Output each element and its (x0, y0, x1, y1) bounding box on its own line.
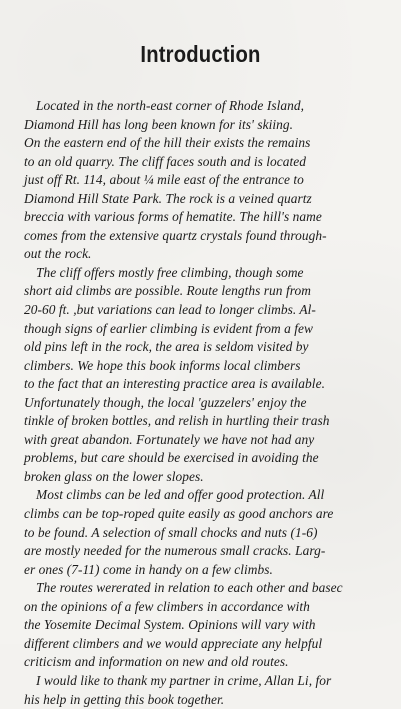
text-line: are mostly needed for the numerous small cracks. Larg- (24, 542, 401, 561)
text-line: his help in getting this book together. (24, 691, 401, 709)
text-line: Unfortunately though, the local 'guzzelers' enjoy the (24, 394, 401, 413)
text-line: problems, but care should be exercised in avoiding the (24, 449, 401, 468)
text-line: The cliff offers mostly free climbing, though some (24, 264, 401, 283)
text-line: The routes wererated in relation to each other and basec (24, 579, 401, 598)
introduction-text (24, 97, 401, 709)
text-line: to an old quarry. The cliff faces south and is located (24, 153, 401, 172)
page-title: Introduction (24, 40, 377, 68)
text-line: though signs of earlier climbing is evident from a few (24, 320, 401, 339)
text-line: out the rock. (24, 245, 401, 264)
text-line: breccia with various forms of hematite. The hill's name (24, 208, 401, 227)
text-line: to be found. A selection of small chocks and nuts (1-6) (24, 524, 401, 543)
text-line: climbs can be top-roped quite easily as good anchors are (24, 505, 401, 524)
text-line: I would like to thank my partner in crime, Allan Li, for (24, 672, 401, 691)
text-line: Diamond Hill State Park. The rock is a veined quartz (24, 190, 401, 209)
text-line: to the fact that an interesting practice area is available. (24, 375, 401, 394)
text-line: the Yosemite Decimal System. Opinions will vary with (24, 616, 401, 635)
text-line: criticism and information on new and old routes. (24, 653, 401, 672)
text-line: short aid climbs are possible. Route lengths run from (24, 282, 401, 301)
text-line: comes from the extensive quartz crystals found through- (24, 227, 401, 246)
text-line: old pins left in the rock, the area is seldom visited by (24, 338, 401, 357)
text-line: just off Rt. 114, about ¼ mile east of the entrance to (24, 171, 401, 190)
text-line: tinkle of broken bottles, and relish in hurtling their trash (24, 412, 401, 431)
text-line: On the eastern end of the hill their exists the remains (24, 134, 401, 153)
text-line: Most climbs can be led and offer good protection. All (24, 486, 401, 505)
text-line: Diamond Hill has long been known for its' skiing. (24, 116, 401, 135)
text-line: with great abandon. Fortunately we have not had any (24, 431, 401, 450)
text-line: Located in the north-east corner of Rhode Island, (24, 97, 401, 116)
text-line: er ones (7-11) come in handy on a few climbs. (24, 561, 401, 580)
text-line: climbers. We hope this book informs local climbers (24, 357, 401, 376)
text-line: broken glass on the lower slopes. (24, 468, 401, 487)
text-line: 20-60 ft. ,but variations can lead to longer climbs. Al- (24, 301, 401, 320)
text-line: different climbers and we would appreciate any helpful (24, 635, 401, 654)
text-line: on the opinions of a few climbers in accordance with (24, 598, 401, 617)
